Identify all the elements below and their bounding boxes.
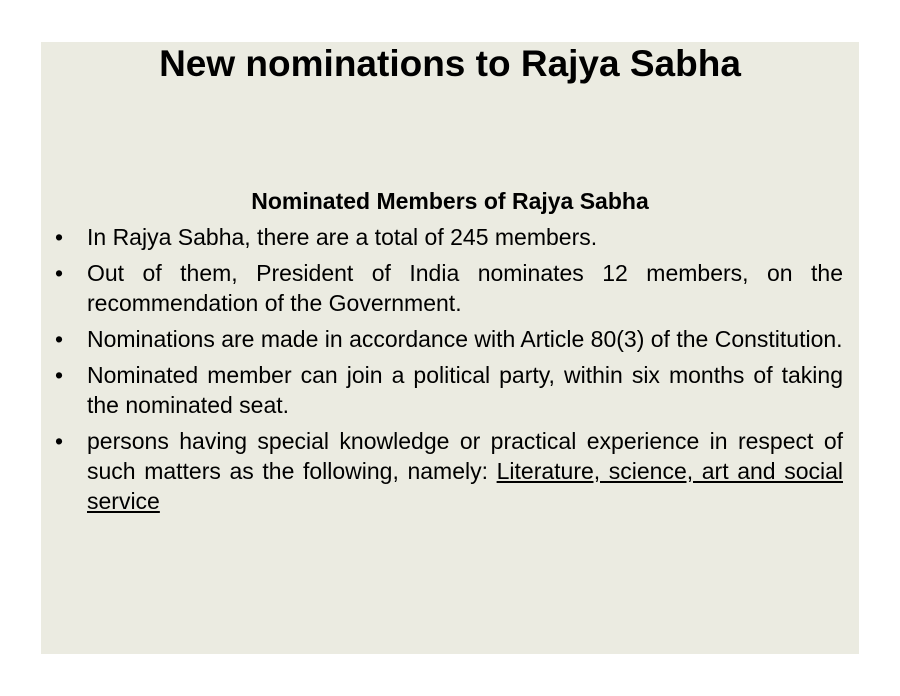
bullet-item [51,258,843,318]
underlined-fields: Literature, science, art and social service [87,458,843,514]
bullet-item [51,426,843,516]
bullet-dot-icon: • [55,326,64,352]
bullet-dot-icon: • [55,428,64,454]
bullet-text: Nominations are made in accordance with Article 80(3) of the Constitution. [87,326,843,352]
bullet-item [51,324,843,354]
bullet-text: Out of them, President of India nominates 12 members, on the recommendation of the Government. [87,260,843,316]
bullet-text: Nominated member can join a political party, within six months of taking the nominated seat. [87,362,843,418]
bullet-item [51,360,843,420]
slide [41,42,859,654]
bullet-dot-icon: • [55,224,64,250]
bullet-dot-icon: • [55,362,64,388]
bullet-item [51,222,843,252]
bullet-list [51,222,843,522]
slide-title: New nominations to Rajya Sabha [159,43,741,84]
slide-subtitle: Nominated Members of Rajya Sabha [251,188,649,214]
bullet-text: persons having special knowledge or practical experience in respect of such matters as the following, namely: [87,428,843,484]
bullet-text: In Rajya Sabha, there are a total of 245 members. [87,224,598,250]
bullet-dot-icon: • [55,260,64,286]
